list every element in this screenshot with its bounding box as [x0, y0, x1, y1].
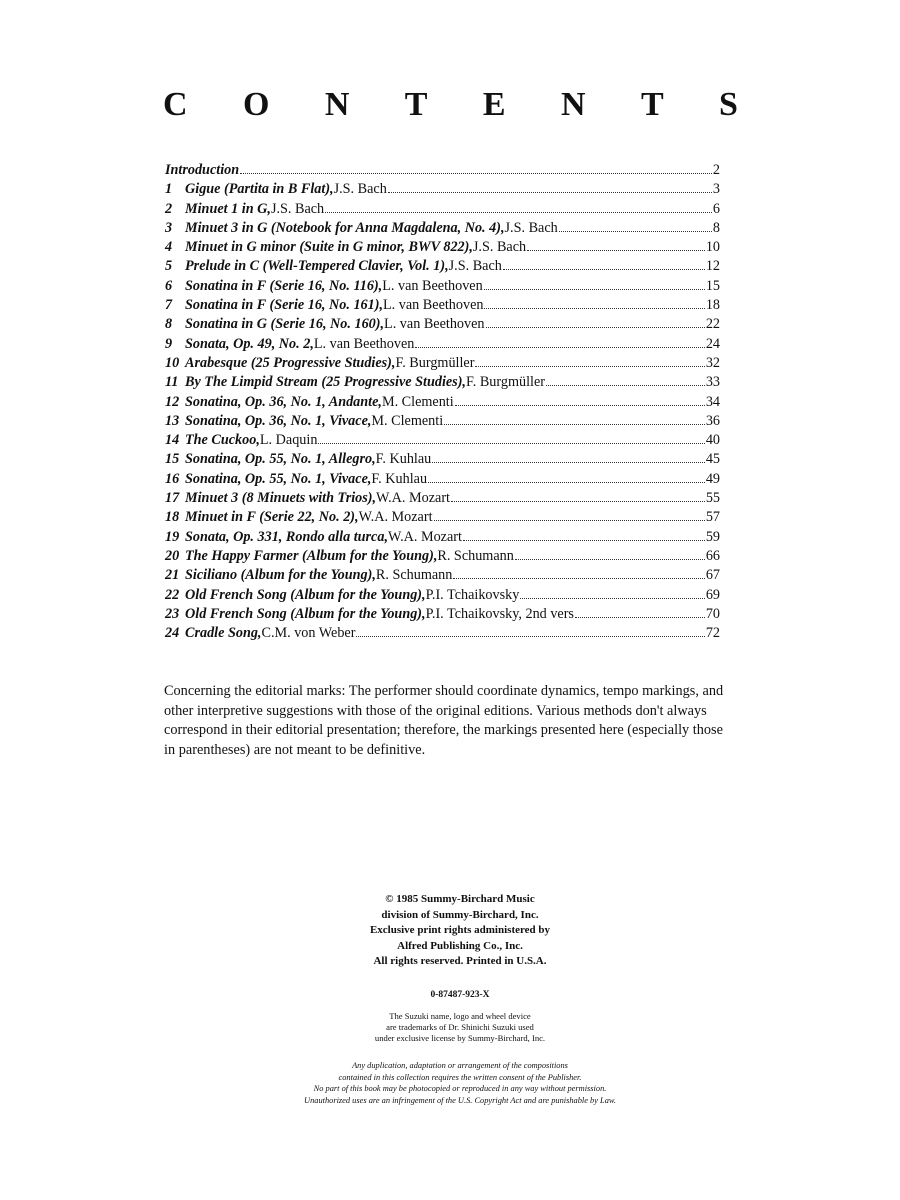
toc-entry-title: Minuet in F (Serie 22, No. 2), — [185, 509, 359, 526]
toc-entry-composer: F. Burgmüller — [465, 374, 545, 391]
toc-entry-composer: L. van Beethoven — [313, 335, 415, 352]
toc-entry-number: 18 — [165, 509, 180, 526]
legal-line: Unauthorized uses are an infringement of the U.S. Copyright Act and are punishable by Law. — [304, 1095, 616, 1105]
toc-entry-composer: P.I. Tchaikovsky — [425, 586, 520, 603]
toc-entry-number: 15 — [165, 451, 180, 468]
toc-entry-title: By The Limpid Stream (25 Progressive Studies), — [185, 374, 466, 391]
toc-page-number: 2 — [712, 162, 720, 178]
toc-page-number: 18 — [705, 297, 720, 314]
trademark-notice — [300, 1011, 620, 1044]
toc-entry-number: 16 — [165, 470, 180, 487]
page-title — [163, 88, 738, 122]
title-letter: S — [719, 86, 738, 123]
toc-entry-number: 3 — [165, 219, 173, 236]
toc-page-number: 8 — [712, 219, 720, 236]
toc-entry-title: Prelude in C (Well-Tempered Clavier, Vol. 1), — [185, 258, 449, 275]
dot-leader — [455, 395, 705, 406]
toc-page-number: 57 — [705, 509, 720, 526]
toc-page-number: 15 — [705, 277, 720, 294]
dot-leader — [546, 375, 705, 386]
title-letter: O — [242, 86, 270, 123]
toc-page-number: 10 — [705, 239, 720, 256]
toc-entry — [165, 412, 720, 431]
toc-entry-title: Old French Song (Album for the Young), — [185, 586, 426, 603]
toc-entry — [165, 354, 720, 373]
toc-entry-number: 24 — [165, 625, 180, 642]
toc-entry-composer: C.M. von Weber — [261, 625, 356, 642]
toc-page-number: 72 — [705, 625, 720, 642]
toc-entry-number: 12 — [165, 393, 180, 410]
toc-entry-number: 9 — [165, 335, 173, 352]
toc-entry — [165, 238, 720, 257]
toc-entry — [165, 315, 720, 334]
toc-entry — [165, 489, 720, 508]
toc-entry-composer: J.S. Bach — [270, 200, 325, 217]
toc-page-number: 12 — [705, 258, 720, 275]
dot-leader — [575, 607, 705, 618]
toc-page-number: 36 — [705, 412, 720, 429]
toc-entry — [165, 547, 720, 566]
toc-entry-title: Cradle Song, — [185, 625, 262, 642]
toc-entry-number: 23 — [165, 605, 180, 622]
copyright-line: © 1985 Summy-Birchard Music — [385, 893, 535, 905]
dot-leader — [415, 337, 704, 348]
toc-entry-title: Sonatina, Op. 55, No. 1, Vivace, — [185, 470, 372, 487]
dot-leader — [356, 626, 704, 637]
toc-entry — [165, 450, 720, 469]
toc-entry-composer: F. Burgmüller — [395, 354, 475, 371]
dot-leader — [432, 452, 705, 463]
toc-entry — [165, 219, 720, 238]
dot-leader — [527, 240, 705, 251]
toc-entry-composer: M. Clementi — [381, 393, 454, 410]
toc-entry-title: Sonata, Op. 331, Rondo alla turca, — [185, 528, 388, 545]
toc-entry-title: Arabesque (25 Progressive Studies), — [185, 354, 396, 371]
legal-notice — [220, 1060, 700, 1106]
toc-entry-number: 5 — [165, 258, 173, 275]
toc-entry-composer: L. Daquin — [259, 432, 318, 449]
dot-leader — [520, 588, 704, 599]
toc-entry-number: 14 — [165, 432, 180, 449]
dot-leader — [453, 568, 704, 579]
title-letter: N — [560, 86, 586, 123]
toc-page-number: 34 — [705, 393, 720, 410]
toc-entry-number: 13 — [165, 412, 180, 429]
toc-entry — [165, 277, 720, 296]
toc-entry-composer: M. Clementi — [371, 412, 444, 429]
toc-entry-title: The Happy Farmer (Album for the Young), — [185, 547, 438, 564]
toc-entry-number: 7 — [165, 297, 173, 314]
legal-line: No part of this book may be photocopied or reproduced in any way without permission. — [313, 1084, 607, 1093]
dot-leader — [325, 202, 712, 213]
toc-entry-title: Minuet 1 in G, — [185, 200, 271, 217]
toc-entry — [165, 335, 720, 354]
toc-entry-composer: F. Kuhlau — [371, 470, 428, 487]
toc-entry-composer: W.A. Mozart — [388, 528, 462, 545]
toc-page-number: 45 — [705, 451, 720, 468]
toc-entry-composer: L. van Beethoven — [383, 297, 484, 314]
toc-page-number: 3 — [712, 181, 720, 198]
toc-entry — [165, 508, 720, 527]
toc-page-number: 49 — [705, 470, 720, 487]
toc-page-number: 6 — [712, 200, 720, 217]
dot-leader — [484, 279, 705, 290]
toc-intro-row — [165, 161, 720, 180]
toc-page-number: 59 — [705, 528, 720, 545]
toc-entry-number: 21 — [165, 567, 180, 584]
toc-entry-title: Siciliano (Album for the Young), — [185, 567, 376, 584]
toc-entry-title: Minuet 3 (8 Minuets with Trios), — [185, 490, 377, 507]
toc-page-number: 22 — [705, 316, 720, 333]
editorial-note: Concerning the editorial marks: The performer should coordinate dynamics, tempo markings, and other interpretive suggestions with those of the original editions. Various methods don't always correspond in their editorial presentation; therefore, the markings presented here (especially those in parentheses) are not meant to be definitive. — [164, 683, 724, 758]
dot-leader — [463, 530, 705, 541]
toc-entry-title: Sonatina in F (Serie 16, No. 116), — [185, 277, 383, 294]
toc-entry-number: 8 — [165, 316, 173, 333]
dot-leader — [503, 259, 705, 270]
toc-entry-title: Sonata, Op. 49, No. 2, — [185, 335, 314, 352]
trademark-line: The Suzuki name, logo and wheel device — [389, 1011, 531, 1021]
dot-leader — [451, 491, 705, 502]
copyright-line: division of Summy-Birchard, Inc. — [381, 908, 539, 921]
copyright-line: All rights reserved. Printed in U.S.A. — [373, 955, 547, 967]
toc-entry — [165, 605, 720, 624]
toc-entry-number: 10 — [165, 354, 180, 371]
toc-entry-composer: F. Kuhlau — [375, 451, 432, 468]
copyright-block — [300, 892, 620, 970]
toc-entry-number: 4 — [165, 239, 173, 256]
toc-entry — [165, 470, 720, 489]
dot-leader — [318, 433, 704, 444]
toc-entry-composer: L. van Beethoven — [384, 316, 485, 333]
toc-page-number: 32 — [705, 354, 720, 371]
toc-page-number: 69 — [705, 586, 720, 603]
toc-entry-number: 11 — [165, 374, 179, 391]
dot-leader — [444, 414, 705, 425]
title-letter: T — [640, 86, 664, 123]
toc-page-number: 66 — [705, 547, 720, 564]
title-letter: T — [404, 86, 428, 123]
dot-leader — [240, 163, 712, 174]
toc-page-number: 40 — [705, 432, 720, 449]
toc-intro-label: Introduction — [165, 162, 240, 178]
trademark-line: under exclusive license by Summy-Birchard, Inc. — [374, 1033, 546, 1043]
toc-entry-title: Gigue (Partita in B Flat), — [185, 181, 334, 198]
dot-leader — [434, 510, 705, 521]
toc-entry-title: The Cuckoo, — [185, 432, 260, 449]
dot-leader — [388, 182, 712, 193]
toc-entry-number: 2 — [165, 200, 173, 217]
toc-entry-composer: W.A. Mozart — [376, 490, 450, 507]
toc-entry-composer: R. Schumann — [437, 547, 514, 564]
toc-entry-composer: L. van Beethoven — [382, 277, 483, 294]
dot-leader — [559, 221, 712, 232]
toc-entry-number: 6 — [165, 277, 173, 294]
table-of-contents — [165, 161, 720, 643]
toc-page-number: 70 — [705, 605, 720, 622]
isbn: 0-87487-923-X — [430, 990, 490, 1000]
toc-entry — [165, 528, 720, 547]
dot-leader — [486, 317, 705, 328]
trademark-line: are trademarks of Dr. Shinichi Suzuki used — [386, 1022, 534, 1032]
toc-entry-composer: J.S. Bach — [333, 181, 387, 198]
toc-entry-composer: J.S. Bach — [504, 219, 558, 236]
toc-page-number: 55 — [705, 490, 720, 507]
toc-entry-number: 1 — [165, 181, 173, 198]
toc-entry — [165, 200, 720, 219]
toc-entry — [165, 180, 720, 199]
toc-page-number: 33 — [705, 374, 720, 391]
toc-entry-composer: J.S. Bach — [472, 239, 527, 256]
toc-entry-composer: W.A. Mozart — [358, 509, 433, 526]
toc-entry-composer: P.I. Tchaikovsky, 2nd vers — [425, 605, 574, 622]
toc-entry-number: 19 — [165, 528, 180, 545]
toc-entry-title: Minuet in G minor (Suite in G minor, BWV 822), — [185, 239, 473, 256]
toc-entry-number: 20 — [165, 547, 180, 564]
toc-entry-composer: R. Schumann — [375, 567, 453, 584]
title-letter: E — [482, 86, 506, 123]
title-letter: N — [324, 86, 350, 123]
toc-entry — [165, 296, 720, 315]
dot-leader — [428, 472, 705, 483]
toc-entry — [165, 393, 720, 412]
legal-line: contained in this collection requires the written consent of the Publisher. — [338, 1072, 582, 1082]
toc-entry-number: 22 — [165, 586, 180, 603]
dot-leader — [515, 549, 705, 560]
toc-entry — [165, 566, 720, 585]
toc-entry — [165, 624, 720, 643]
title-letter: C — [163, 86, 188, 123]
copyright-line: Alfred Publishing Co., Inc. — [397, 939, 523, 952]
toc-entry — [165, 373, 720, 392]
copyright-line: Exclusive print rights administered by — [369, 924, 551, 936]
toc-entry-title: Sonatina, Op. 36, No. 1, Andante, — [185, 393, 382, 410]
toc-page-number: 24 — [705, 335, 720, 352]
toc-entry-title: Sonatina in F (Serie 16, No. 161), — [185, 297, 384, 314]
toc-entry — [165, 431, 720, 450]
toc-entry-title: Sonatina in G (Serie 16, No. 160), — [185, 316, 385, 333]
toc-entry — [165, 586, 720, 605]
dot-leader — [484, 298, 704, 309]
toc-entry — [165, 257, 720, 276]
dot-leader — [475, 356, 704, 367]
toc-entry-number: 17 — [165, 490, 180, 507]
toc-entry-title: Sonatina, Op. 36, No. 1, Vivace, — [185, 412, 372, 429]
toc-entry-title: Sonatina, Op. 55, No. 1, Allegro, — [185, 451, 376, 468]
toc-page-number: 67 — [705, 567, 720, 584]
toc-entry-title: Minuet 3 in G (Notebook for Anna Magdalena, No. 4), — [185, 219, 505, 236]
legal-line: Any duplication, adaptation or arrangement of the compositions — [352, 1061, 568, 1070]
toc-entry-title: Old French Song (Album for the Young), — [185, 605, 426, 622]
toc-entry-composer: J.S. Bach — [448, 258, 502, 275]
